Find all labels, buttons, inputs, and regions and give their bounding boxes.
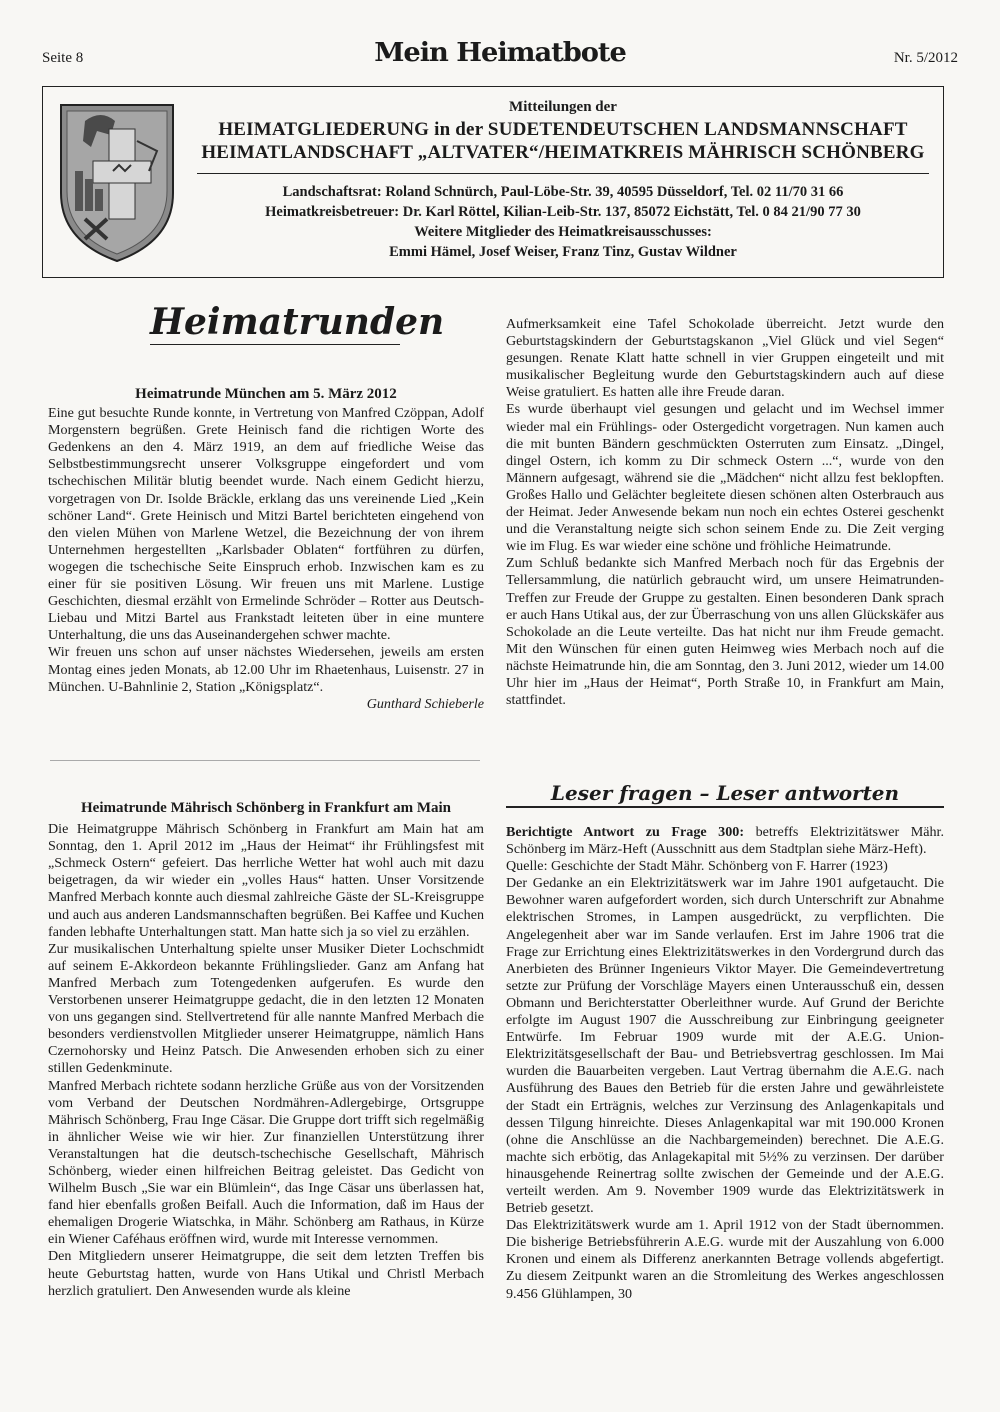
coat-of-arms-icon (57, 101, 177, 265)
column-divider (50, 760, 480, 761)
article-paragraph: Manfred Merbach richtete sodann herzliche Grüße aus von der Vorsitzenden vom Verband der Deutschen Nordmähren-Adlergebirge, Ortsgruppe Mährisch Schönberg, Frau Inge Cäsar. Die Gruppe dort trifft sich regelmäßig in ähnlicher Weise wie wir hier. Zur finanziellen Unterstützung ihrer Veranstaltungen hat die deutsch-tschechische Gesellschaft, Mährisch Schönberg, wieder einen hilfreichen Beitrag geleistet. Das Gedicht von Wilhelm Busch „Sie war ein Blümlein“, das Inge Cäsar uns überlassen hat, fand hier ebenfalls großen Beifall. Auch die Information, daß im Haus der ehemaligen Drogerie Wiatschka, in Mähr. Schönberg am Rathaus, in Kürze ein Wiener Caféhaus eröffnen wird, wurde mit Interesse vernommen. (48, 1077, 484, 1248)
leser-source: Quelle: Geschichte der Stadt Mähr. Schönberg von F. Harrer (1923) (506, 858, 888, 875)
leser-paragraph: Der Gedanke an ein Elektrizitätswerk war im Jahre 1901 aufgetaucht. Die Bewohner waren aufgefordert worden, sich durch Unterschrift zur Abnahme elektrischen Stromes, in Lampen ausgedrückt, zu verpflichten. Die Angelegenheit aber war im Sande verlaufen. Erst im Jahre 1906 trat die Frage zur Errichtung eines Elektrizitätswerkes in den Vordergrund durch das Anerbieten des Brünner Ingenieurs Viktor Mayer. Die Gemeindevertretung setzte zur Prüfung der Vorschläge Mayers einen Unterausschuß ein, dessen Obmann und Berichterstatter Oberleithner wurde. Auf Grund der Berichte erfolgte im August 1907 die Ausschreibung zur Einbringung geeigneter Entwürfe. Im Februar 1909 wurde mit der A.E.G. Union-Elektrizitätsgesellschaft der Bau- und Betriebsvertrag geschlossen. Im Mai wurden die Bauarbeiten vergeben. Laut Vertrag übernahm die A.E.G. nach Ausführung des Baues den Betrieb für die ersten Jahre und gewährleistete der Stadt ein Erträgnis, welches zur Verzinsung des Anlagenkapitals und dessen Tilgung hinreichte. Dieses Anlagenkapital war mit 190.000 Kronen (ohne die Anschlüsse an die Nachbargemeinden) berechnet. Die A.E.G. machte sich erbötig, das Anlagekapital mit 5½% zu verzinsen. Der darüber hinausgehende Reinertrag sollte zwischen der Gemeinde und der A.E.G. verteilt werden. Am 9. November 1909 wurde das Elektrizitätswerk in Betrieb gesetzt. (506, 875, 944, 1217)
issue-number: Nr. 5/2012 (893, 50, 958, 66)
header-divider (197, 173, 929, 174)
section-title: Heimatrunden (150, 301, 445, 343)
leser-section-title: Leser fragen – Leser antworten (506, 780, 944, 808)
landschaftsrat-contact: Landschaftsrat: Roland Schnürch, Paul-Löbe-Str. 39, 40595 Düsseldorf, Tel. 02 11/70 31 66 (282, 184, 844, 200)
org-intro: Mitteilungen der (509, 99, 617, 115)
organization-text (193, 99, 933, 262)
article-paragraph: Eine gut besuchte Runde konnte, in Vertretung von Manfred Czöppan, Adolf Morgenstern begrüßen. Grete Heinisch fand die richtigen Worte des Gedenkens an den 4. März 1919, an dem auf friedliche Weise das Selbstbestimmungsrecht unserer Volksgruppe eingefordert und vom tschechischen Militär blutig beendet wurde. Nach einem Gedicht hierzu, vorgetragen von Dr. Isolde Bräckle, erklang das uns vereinende Lied „Kein schöner Land“. Grete Heinisch und Mitzi Bartel berichteten eingehend von den vielen Mühen von Marlene Wetzel, die Bezeichnung der von ihrem Unternehmen hergestellten „Karlsbader Oblaten“ fortführen zu dürfen, wogegen die tschechische Seite Einspruch erhob. Inzwischen kam es zu einer für sie positiven Lösung. Wir freuen uns mit Marlene. Lustige Geschichten, diesmal erzählt von Ermelinde Schröder – Rotter aus Deutsch-Liebau und Mitzi Bartel aus Frankstadt leiteten über in eine muntere Unterhaltung, die uns das Auseinandergehen schwer machte. (48, 405, 484, 644)
leser-paragraph: Das Elektrizitätswerk wurde am 1. April 1912 von der Stadt übernommen. Die bisherige Betriebsführerin A.E.G. wurde mit der Auszahlung von 6.000 Kronen und einem als Differenz anerkannten Betrage vollends abgefertigt. Zu diesem Zeitpunkt waren an die Stromleitung des Werkes angeschlossen 9.456 Glühlampen, 30 (506, 1217, 944, 1302)
article-frankfurt (48, 800, 484, 1300)
leser-lead-bold: Berichtigte Antwort zu Frage 300: (506, 824, 745, 840)
org-subname: HEIMATLANDSCHAFT „ALTVATER“/HEIMATKREIS MÄHRISCH SCHÖNBERG (201, 142, 925, 163)
article-munich (48, 386, 484, 713)
article-paragraph: Wir freuen uns schon auf unser nächstes Wiedersehen, jeweils am ersten Montag eines jeden Monats, ab 12.00 Uhr im Rhaetenhaus, Luisenstr. 27 in München. U-Bahnlinie 2, Station „Königsplatz“. (48, 644, 484, 695)
leser-lead (506, 824, 944, 858)
leser-article (506, 824, 944, 1303)
page-number: Seite 8 (42, 50, 84, 66)
article-paragraph: Den Mitgliedern unserer Heimatgruppe, die seit dem letzten Treffen bis heute Geburtstag hatten, wurde von Hans Utikal und Christl Merbach herzlich gratuliert. Den Anwesenden wurde als kleine (48, 1248, 484, 1299)
article-paragraph: Zur musikalischen Unterhaltung spielte unser Musiker Dieter Lochschmidt auf seinem E-Akkordeon bekannte Frühlingslieder. Ganz am Anfang hat Manfred Merbach zum Totengedenken aufgerufen. Es wurde den Verstorbenen unserer Heimatgruppe gedacht, die in den letzten 12 Monaten von uns gegangen sind. Stellvertretend für alle nannte Manfred Merbach die besonders verdienstvollen Mitglieder unserer Heimatgruppe, nämlich Hans Czernohorsky und Heinz Patsch. Die Anwesenden erhoben sich zu einer stillen Gedenkminute. (48, 940, 484, 1077)
article-paragraph: Zum Schluß bedankte sich Manfred Merbach noch für das Ergebnis der Tellersammlung, die natürlich gebraucht wird, um unsere Heimatrunden-Treffen zur Freude der Gruppe zu gestalten. Einen besonderen Dank sprach er auch Hans Utikal aus, der zur Überraschung von uns allen Glückskäfer aus Schokolade an die Leute verteilte. Das hat nicht nur ihm Freude gemacht. Mit den Wünschen für einen guten Heimweg wies Merbach noch auf die nächste Heimatrunde hin, die am Sonntag, den 3. Juni 2012, wieder um 14.00 Uhr hier im „Haus der Heimat“, Porth Straße 10, in Frankfurt am Main, stattfindet. (506, 555, 944, 709)
article-paragraph: Es wurde überhaupt viel gesungen und gelacht und im Wechsel immer wieder mal ein Frühlings- oder Ostergedicht vorgetragen. Nun kamen auch die mit bunten Bändern geschmückten Osterruten zum Einsatz. „Dingel, dingel Ostern, ich komm zu Dir schmeck Ostern ...“, wurde von den Männern aufgesagt, während sie die „Mädchen“ nicht allzu fest beklopften. Großes Hallo und Gelächter begleitete diesen schönen alten Osterbrauch aus der Heimat. Jeder Anwesende bekam nun noch ein echtes Osterei geschenkt und die Veranstaltung neigte sich schon seinem Ende zu. Die Zeit verging wie im Flug. Es war wieder eine schöne und fröhliche Heimatrunde. (506, 401, 944, 555)
organization-header-box (42, 86, 944, 278)
committee-members: Emmi Hämel, Josef Weiser, Franz Tinz, Gustav Wildner (389, 244, 737, 260)
article-signature: Gunthard Schieberle (366, 695, 484, 712)
article-paragraph: Die Heimatgruppe Mährisch Schönberg in Frankfurt am Main hat am Sonntag, den 1. April 2012 im „Haus der Heimat“ ihr Frühlingsfest mit „Schmeck Ostern“ gefeiert. Das herrliche Wetter hat wohl auch mit dazu beigetragen, da wir wieder ein „volles Haus“ hatten. Unser Vorsitzende Manfred Merbach konnte auch diesmal zahlreiche Gäste der SL-Kreisgruppe und auch aus anderen Landsmannschaften begrüßen. Bei Kaffee und Kuchen fanden lebhafte Unterhaltungen statt. Man hatte sich ja so viel zu erzählen. (48, 821, 484, 940)
committee-label: Weitere Mitglieder des Heimatkreisausschusses: (414, 224, 712, 240)
article-paragraph: Aufmerksamkeit eine Tafel Schokolade überreicht. Jetzt wurde den Geburtstagskindern der Geburtstagskanon „Viel Glück und viel Segen“ gesungen. Renate Klatt hatte schnell in vier Gruppen eingeteilt und mit musikalischer Begleitung wurde den Geburtstagskindern auch auf diese Weise gratuliert. Es hatten alle ihre Freude daran. (506, 316, 944, 401)
org-name: HEIMATGLIEDERUNG in der SUDETENDEUTSCHEN LANDSMANNSCHAFT (218, 119, 908, 140)
heimatkreisbetreuer-contact: Heimatkreisbetreuer: Dr. Karl Röttel, Kilian-Leib-Str. 137, 85072 Eichstätt, Tel. 0 84 21/90 77 30 (265, 204, 861, 220)
page-header (42, 38, 958, 78)
leser-lead-rest: betreffs Elektrizitätswer Mähr. Schönberg im März-Heft (Ausschnitt aus dem Stadtplan siehe März-Heft). (506, 824, 944, 858)
article-heading: Heimatrunde München am 5. März 2012 (135, 386, 397, 402)
masthead-title: Mein Heimatbote (374, 38, 626, 68)
article-heading: Heimatrunde Mährisch Schönberg in Frankfurt am Main (81, 800, 451, 816)
article-frankfurt-continued (506, 316, 944, 709)
